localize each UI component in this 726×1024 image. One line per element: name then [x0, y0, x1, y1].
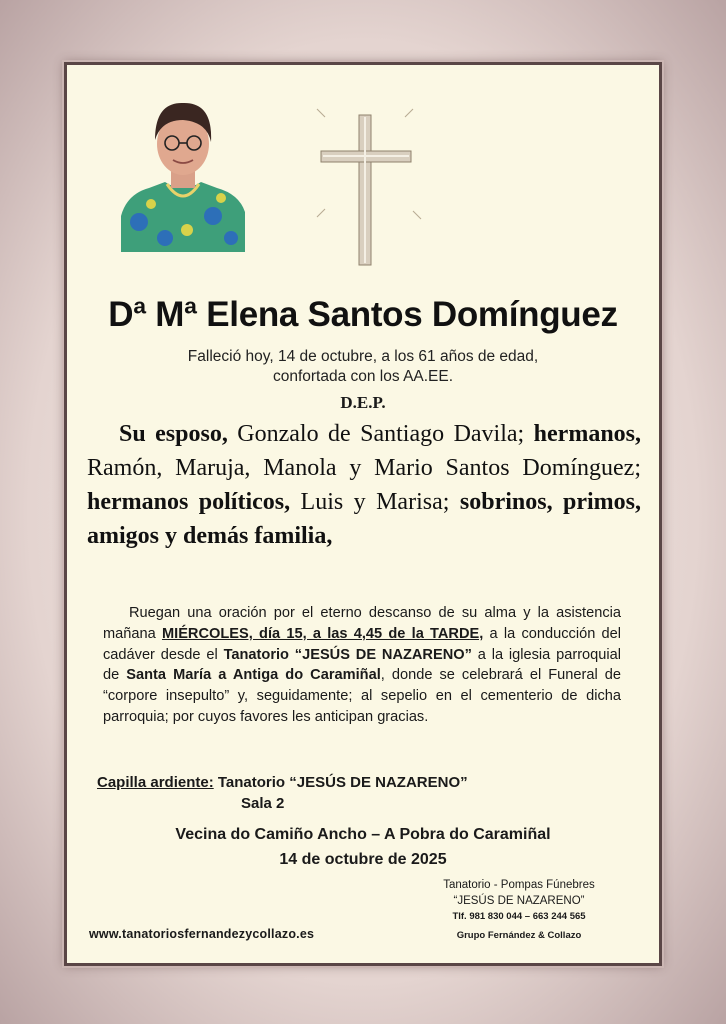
invitation-paragraph: [103, 603, 621, 728]
rip-heading: D.E.P.: [340, 393, 386, 412]
chapel-info: [97, 773, 468, 812]
spouse-label: Su esposo,: [119, 421, 228, 447]
funeral-service-line2: “JESÚS DE NAZARENO”: [453, 895, 585, 907]
chapel-room: Sala 2: [241, 795, 285, 812]
siblings-text: Ramón, Maruja, Manola y Mario Santos Domínguez;: [87, 455, 641, 481]
inlaws-text: Luis y Marisa;: [290, 489, 450, 515]
church-name: Santa María a Antiga do Caramiñal: [126, 667, 381, 684]
residence-block: [67, 822, 659, 872]
inlaws-label: hermanos políticos,: [87, 489, 291, 515]
funeral-group: Grupo Fernández & Collazo: [456, 930, 582, 941]
death-line: Falleció hoy, 14 de octubre, a los 61 años de edad,: [187, 348, 539, 365]
invitation-part1: Ruegan una oración por el eterno descanso de su alma y la asistencia mañana: [103, 605, 621, 642]
website-link[interactable]: www.tanatoriosfernandezycollazo.es: [89, 927, 315, 941]
family-paragraph: [87, 417, 641, 553]
invitation-part4: , donde se celebrará el Funeral de “corpore insepulto” y, seguidamente; al sepelio en el cementerio de dicha parroquia; por cuyos favores les anticipan gracias.: [103, 667, 621, 725]
portrait-photo: [121, 98, 245, 252]
notice-date: 14 de octubre de 2025: [279, 851, 447, 868]
invitation-part2: a la conducción del cadáver desde el: [103, 625, 622, 663]
residence: Vecina do Camiño Ancho – A Pobra do Caramiñal: [175, 826, 551, 843]
spouse-text: Gonzalo de Santiago Davila;: [227, 421, 525, 447]
funeral-home-name: Tanatorio “JESÚS DE NAZARENO”: [223, 646, 472, 663]
others-label: sobrinos, primos, amigos y demás familia,: [87, 489, 642, 549]
death-details: [67, 347, 659, 387]
funeral-service-block: [403, 877, 635, 944]
obituary-card: [64, 62, 662, 966]
funeral-service-line1: Tanatorio - Pompas Fúnebres: [443, 879, 595, 891]
service-date-time: MIÉRCOLES, día 15, a las 4,45 de la TARDE,: [161, 625, 484, 642]
sacraments-line: confortada con los AA.EE.: [272, 368, 454, 385]
siblings-label: hermanos,: [533, 421, 642, 447]
chapel-label: Capilla ardiente:: [97, 774, 214, 791]
cross-icon: [305, 105, 425, 275]
chapel-place: Tanatorio “JESÚS DE NAZARENO”: [213, 774, 468, 791]
invitation-part3: a la iglesia parroquial de: [103, 646, 622, 684]
funeral-phones: Tlf. 981 830 044 – 663 244 565: [452, 911, 586, 922]
deceased-name: Dª Mª Elena Santos Domínguez: [108, 295, 618, 334]
